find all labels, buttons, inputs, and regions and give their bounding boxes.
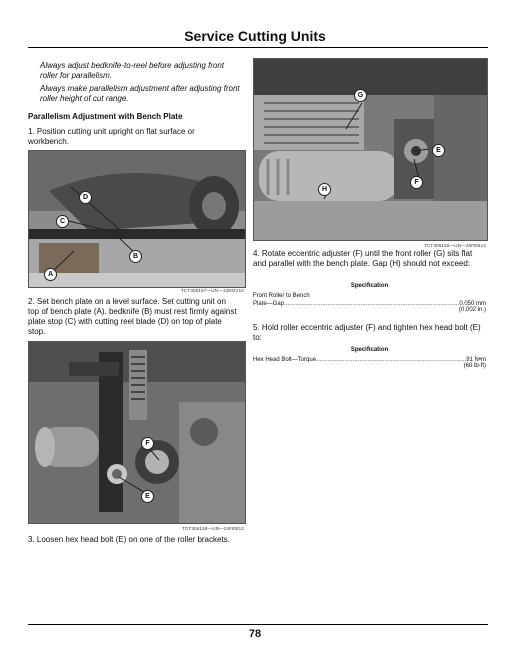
- note-1: Always adjust bedknife-to-reel before adjusting front roller for parallelism.: [40, 61, 225, 80]
- photo-front-roller: [253, 58, 488, 241]
- step-1: 1. Position cutting unit upright on flat surface or workbench.: [28, 127, 195, 146]
- spec2-heading: Specification: [350, 347, 389, 353]
- caption-fig3: TCT306159—UN—25FEB13: [423, 243, 486, 248]
- callout-e: E: [141, 490, 154, 503]
- callout-f: F: [410, 176, 423, 189]
- spec2-label: Hex Head Bolt—Torque: [253, 357, 317, 363]
- callout-g: G: [354, 89, 367, 102]
- section-heading: Parallelism Adjustment with Bench Plate: [28, 112, 183, 121]
- spec1-label-1: Front Roller to Bench: [253, 293, 310, 299]
- step-2: 2. Set bench plate on a level surface. Set cutting unit on top of bench plate (A). bedknife (B) must rest firmly against plate stop (C) with cutting reel blade (D) on top of plate stop.: [28, 297, 237, 336]
- photo-bench-plate: [28, 150, 246, 288]
- spec1-heading: Specification: [350, 283, 389, 289]
- step-3: 3. Loosen hex head bolt (E) on one of the roller brackets.: [28, 535, 230, 544]
- page-title: Service Cutting Units: [184, 28, 326, 44]
- callout-d: D: [79, 191, 92, 204]
- callout-a: A: [44, 268, 57, 281]
- spec2-value-alt: (60 lb-ft): [463, 363, 486, 369]
- callout-b: B: [129, 250, 142, 263]
- callout-c: C: [56, 215, 69, 228]
- caption-fig2: TCT306158—UN—24FEB13: [181, 526, 244, 531]
- caption-fig1: TCT306157—UN—13NOV12: [180, 288, 244, 293]
- callout-e: E: [432, 144, 445, 157]
- photo-eccentric-adjuster: [28, 341, 246, 524]
- note-2: Always make parallelism adjustment after adjusting front roller height of cut range.: [40, 84, 240, 103]
- page-number: 78: [248, 628, 262, 640]
- callout-h: H: [318, 183, 331, 196]
- step-4: 4. Rotate eccentric adjuster (F) until the front roller (G) sits flat and parallel with the bench plate. Gap (H) should not exceed:: [253, 249, 473, 268]
- spec2-value: 81 N•m: [466, 357, 486, 363]
- photo-front-roller-illustration: [254, 59, 487, 240]
- callout-f: F: [141, 437, 154, 450]
- spec1-value-alt: (0.002 in.): [458, 307, 486, 313]
- spec1-label-line1: [253, 292, 486, 300]
- footer-rule: [28, 624, 488, 625]
- photo-eccentric-adjuster-illustration: [29, 342, 245, 523]
- title-rule: [28, 47, 488, 48]
- spec1-value: 0.050 mm: [459, 301, 486, 307]
- spec1-label-2: Plate—Gap: [253, 301, 285, 307]
- step-5: 5. Hold roller eccentric adjuster (F) and tighten hex head bolt (E) to:: [253, 323, 481, 342]
